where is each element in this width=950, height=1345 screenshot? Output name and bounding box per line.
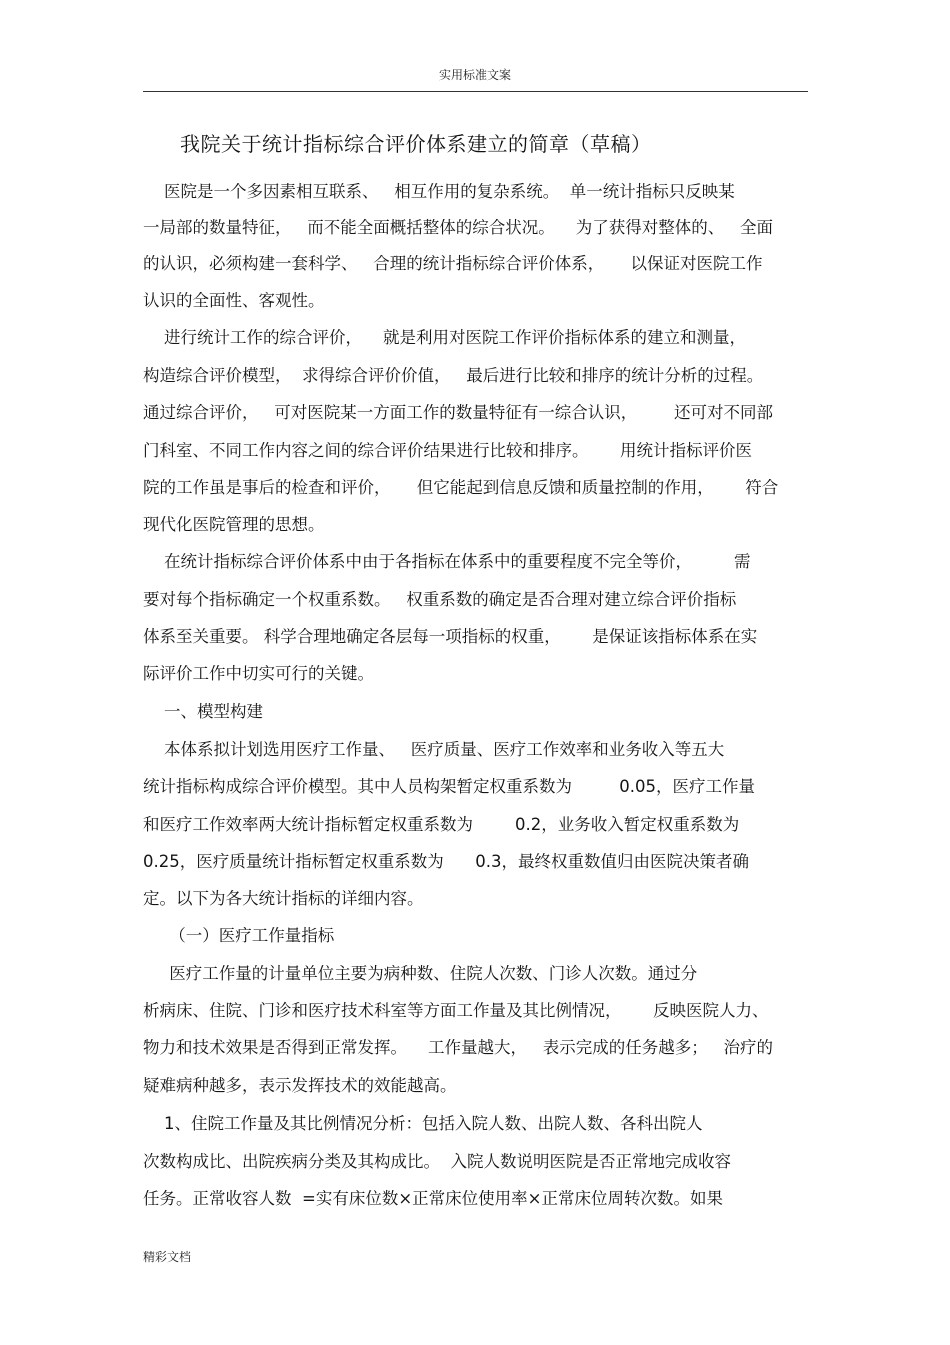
body-line: 1、住院工作量及其比例情况分析：包括入院人数、出院人数、各科出院人 [143, 1114, 703, 1133]
body-line: 医疗工作量的计量单位主要为病种数、住院人次数、门诊人次数。通过分 [143, 964, 698, 983]
body-line: 要对每个指标确定一个权重系数。 权重系数的确定是否合理对建立综合评价指标 [143, 590, 737, 609]
body-line: 的认识，必须构建一套科学、 合理的统计指标综合评价体系， 以保证对医院工作 [143, 254, 763, 273]
page-footer: 精彩文档 [143, 1250, 192, 1264]
body-line: 现代化医院管理的思想。 [143, 515, 325, 534]
body-line: 和医疗工作效率两大统计指标暂定权重系数为 0.2，业务收入暂定权重系数为 [143, 815, 740, 834]
body-line: 次数构成比、出院疾病分类及其构成比。 入院人数说明医院是否正常地完成收容 [143, 1152, 731, 1171]
body-line: 构造综合评价模型， 求得综合评价价值， 最后进行比较和排序的统计分析的过程。 [143, 366, 764, 385]
body-line: 物力和技术效果是否得到正常发挥。 工作量越大， 表示完成的任务越多； 治疗的 [143, 1038, 773, 1057]
body-line: 门科室、不同工作内容之间的综合评价结果进行比较和排序。 用统计指标评价医 [143, 441, 752, 460]
subsection-heading: （一）医疗工作量指标 [143, 926, 335, 945]
body-line: 本体系拟计划选用医疗工作量、 医疗质量、医疗工作效率和业务收入等五大 [143, 740, 725, 759]
body-line: 认识的全面性、客观性。 [143, 291, 325, 310]
section-heading: 一、模型构建 [143, 702, 263, 721]
page-header: 实用标准文案 [438, 68, 511, 82]
body-line: 一局部的数量特征， 而不能全面概括整体的综合状况。 为了获得对整体的、 全面 [143, 218, 773, 237]
body-line: 进行统计工作的综合评价， 就是利用对医院工作评价指标体系的建立和测量， [143, 328, 746, 347]
body-line: 统计指标构成综合评价模型。其中人员构架暂定权重系数为 0.05，医疗工作量 [143, 777, 755, 796]
header-divider [143, 91, 808, 92]
body-line: 际评价工作中切实可行的关键。 [143, 664, 374, 683]
body-line: 任务。正常收容人数 =实有床位数×正常床位使用率×正常床位周转次数。如果 [143, 1189, 723, 1208]
document-title: 我院关于统计指标综合评价体系建立的简章（草稿） [180, 132, 652, 156]
body-line: 体系至关重要。 科学合理地确定各层每一项指标的权重， 是保证该指标体系在实 [143, 627, 758, 646]
body-line: 定。以下为各大统计指标的详细内容。 [143, 889, 424, 908]
body-line: 院的工作虽是事后的检查和评价， 但它能起到信息反馈和质量控制的作用， 符合 [143, 478, 779, 497]
body-line: 析病床、住院、门诊和医疗技术科室等方面工作量及其比例情况， 反映医院人力、 [143, 1001, 769, 1020]
body-line: 医院是一个多因素相互联系、 相互作用的复杂系统。 单一统计指标只反映某 [143, 182, 735, 201]
body-line: 0.25，医疗质量统计指标暂定权重系数为 0.3，最终权重数值归由医院决策者确 [143, 852, 749, 871]
body-line: 通过综合评价， 可对医院某一方面工作的数量特征有一综合认识， 还可对不同部 [143, 403, 773, 422]
body-line: 疑难病种越多，表示发挥技术的效能越高。 [143, 1076, 457, 1095]
body-line: 在统计指标综合评价体系中由于各指标在体系中的重要程度不完全等价， 需 [143, 552, 751, 571]
